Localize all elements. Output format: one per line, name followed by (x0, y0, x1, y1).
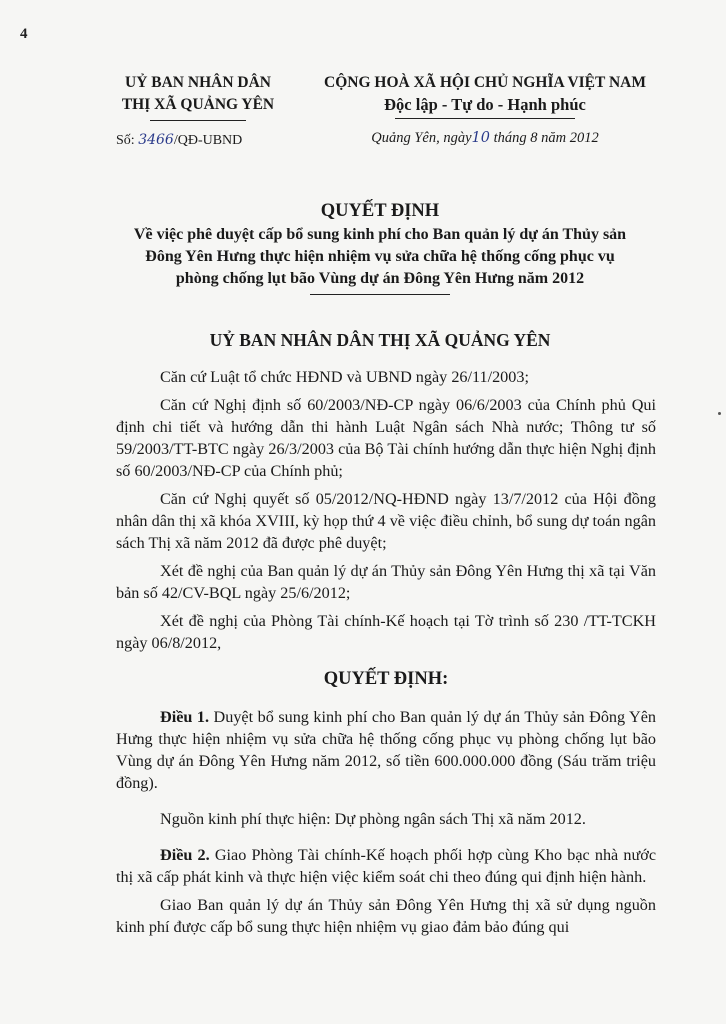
nation-name: CỘNG HOÀ XÃ HỘI CHỦ NGHĨA VIỆT NAM (324, 74, 646, 91)
decision-heading: QUYẾT ĐỊNH: (323, 669, 449, 689)
preamble-paragraph: Căn cứ Nghị định số 60/2003/NĐ-CP ngày 06/6/2003 của Chính phủ Qui định chi tiết và hướng dẫn thi hành Luật Ngân sách Nhà nước; Thông tư số 59/2003/TT-BTC ngày 26/3/2003 của Bộ Tài chính hướng dẫn thực hiện Nghị định số 60/2003/NĐ-CP của Chính phủ; (116, 396, 656, 480)
scan-speck (718, 412, 721, 415)
article-2-text: Giao Phòng Tài chính-Kế hoạch phối hợp cùng Kho bạc nhà nước thị xã cấp phát kinh và thực hiện việc kiểm soát chi theo đúng qui định hiện hành. (116, 846, 657, 886)
article-1-label: Điều 1. (160, 708, 210, 726)
doc-no-handwritten: 3466 (138, 132, 174, 148)
doc-no-suffix: /QĐ-UBND (173, 133, 243, 148)
date-place: Quảng Yên, ngày (371, 130, 472, 146)
decision-title (90, 198, 670, 295)
issuing-authority-block (98, 72, 298, 152)
authority-line-1: UỶ BAN NHÂN DÂN (125, 74, 271, 91)
preamble-paragraph: Xét đề nghị của Phòng Tài chính-Kế hoạch tại Tờ trình số 230 /TT-TCKH ngày 06/8/2012, (116, 612, 656, 652)
title-heading: QUYẾT ĐỊNH (320, 201, 440, 221)
document-body (116, 366, 656, 944)
date-day-handwritten: 10 (471, 130, 490, 146)
article-1-funding: Nguồn kinh phí thực hiện: Dự phòng ngân sách Thị xã năm 2012. (160, 810, 586, 828)
preamble-paragraph: Căn cứ Luật tổ chức HĐND và UBND ngày 26/11/2003; (160, 368, 529, 386)
corner-mark: 4 (20, 26, 28, 42)
article-1 (116, 706, 656, 794)
article-2-continued: Giao Ban quản lý dự án Thủy sản Đông Yên Hưng thị xã sử dụng nguồn kinh phí được cấp bổ sung thực hiện nhiệm vụ giao đảm bảo đúng qui (116, 896, 656, 936)
authority-underline (150, 120, 246, 121)
title-underline (310, 294, 450, 295)
issue-date (310, 127, 660, 149)
national-motto: Độc lập - Tự do - Hạnh phúc (384, 95, 586, 114)
doc-no-prefix: Số: (116, 133, 135, 148)
subject-line-3: phòng chống lụt bão Vùng dự án Đông Yên Hưng năm 2012 (175, 270, 585, 287)
document-number (98, 129, 298, 152)
article-2-label: Điều 2. (160, 846, 210, 864)
national-title-block (310, 72, 660, 149)
preamble-paragraph: Căn cứ Nghị quyết số 05/2012/NQ-HĐND ngày 13/7/2012 của Hội đồng nhân dân thị xã khóa XVIII, kỳ họp thứ 4 về việc điều chỉnh, bổ sung dự toán ngân sách Thị xã năm 2012 đã được phê duyệt; (116, 490, 656, 552)
authority-line-2: THỊ XÃ QUẢNG YÊN (121, 96, 275, 113)
article-1-text: Duyệt bổ sung kinh phí cho Ban quản lý dự án Thủy sản Đông Yên Hưng thực hiện nhiệm vụ sửa chữa hệ thống cống phục vụ phòng chống lụt bão Vùng dự án Đông Yên Hưng năm 2012, số tiền 600.000.000 đồng (Sáu trăm triệu đồng). (116, 708, 656, 792)
preamble-paragraph: Xét đề nghị của Ban quản lý dự án Thủy sản Đông Yên Hưng thị xã tại Văn bản số 42/CV-BQL ngày 25/6/2012; (116, 562, 656, 602)
date-rest: tháng 8 năm 2012 (493, 130, 599, 146)
subject-line-1: Về việc phê duyệt cấp bổ sung kinh phí cho Ban quản lý dự án Thủy sản (133, 226, 627, 243)
motto-underline (395, 118, 575, 119)
article-2 (116, 844, 656, 888)
subject-line-2: Đông Yên Hưng thực hiện nhiệm vụ sửa chữa hệ thống cống phục vụ (145, 248, 615, 265)
issuer-heading: UỶ BAN NHÂN DÂN THỊ XÃ QUẢNG YÊN (209, 330, 551, 350)
